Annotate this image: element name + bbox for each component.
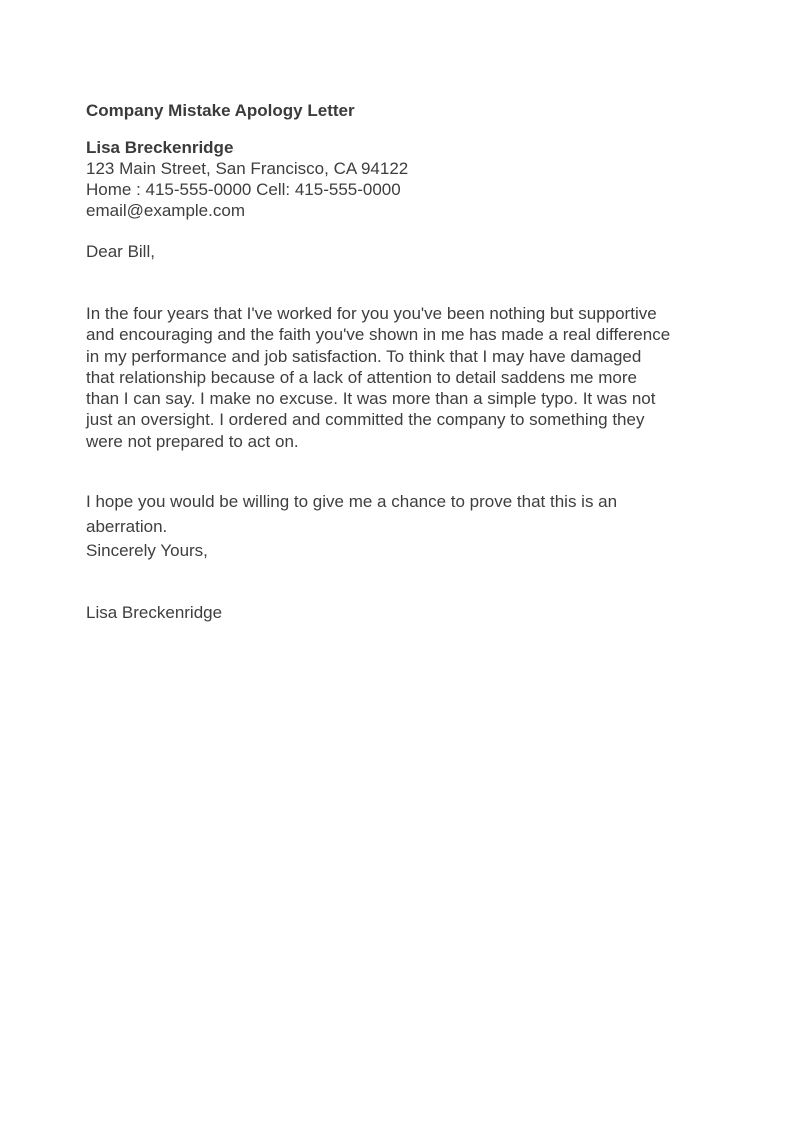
sender-name: Lisa Breckenridge [86, 138, 234, 157]
body-line: in my performance and job satisfaction. To think that I may have damaged [86, 346, 642, 366]
body-line: that relationship because of a lack of attention to detail saddens me more [86, 367, 637, 387]
body-line: and encouraging and the faith you've shown in me has made a real difference [86, 325, 671, 345]
body-line: just an oversight. I ordered and committed the company to something they [86, 410, 645, 430]
body-line: than I can say. I make no excuse. It was more than a simple typo. It was not [86, 389, 656, 409]
body-line: In the four years that I've worked for you you've been nothing but supportive [86, 304, 657, 323]
salutation: Dear Bill, [86, 242, 155, 261]
document-title: Company Mistake Apology Letter [86, 101, 355, 120]
sender-address: 123 Main Street, San Francisco, CA 94122 [86, 159, 409, 178]
closing-line: I hope you would be willing to give me a chance to prove that this is an [86, 492, 618, 511]
body-line: were not prepared to act on. [86, 431, 299, 451]
sender-phones: Home : 415-555-0000 Cell: 415-555-0000 [86, 180, 401, 199]
closing-paragraph [86, 489, 746, 539]
closing-line: aberration. [86, 517, 168, 536]
signature: Lisa Breckenridge [86, 603, 223, 622]
sender-email: email@example.com [86, 201, 245, 220]
sign-off: Sincerely Yours, [86, 541, 208, 560]
body-paragraph [86, 303, 746, 452]
